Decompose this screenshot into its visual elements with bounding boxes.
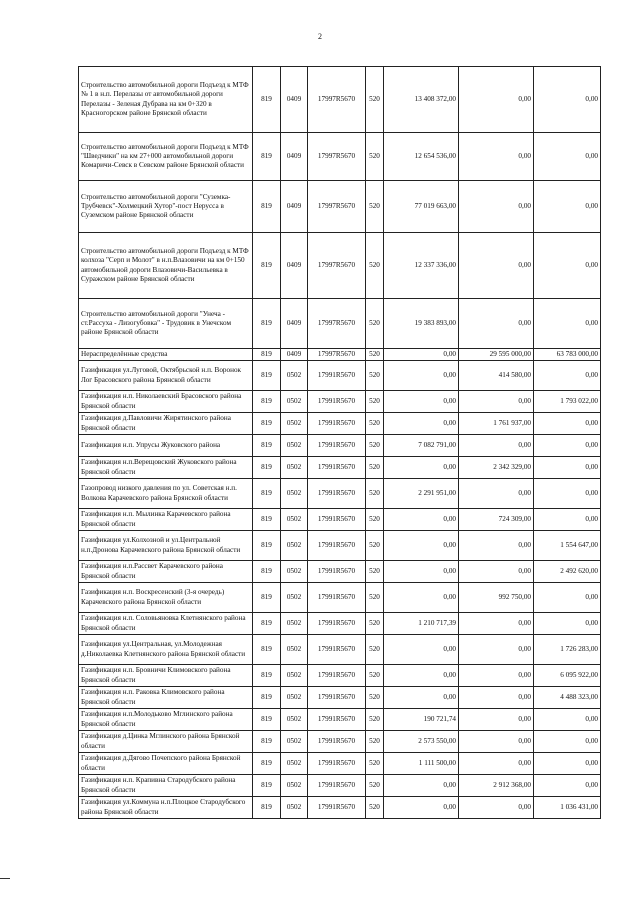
cell-amount-year1: 190 721,74 bbox=[384, 709, 459, 731]
cell-amount-year2: 0,00 bbox=[459, 133, 534, 181]
cell-amount-year1: 77 019 663,00 bbox=[384, 181, 459, 233]
table-body bbox=[79, 67, 601, 819]
cell-amount-year1: 0,00 bbox=[384, 509, 459, 531]
cell-amount-year3: 0,00 bbox=[534, 413, 601, 435]
cell-amount-year2: 0,00 bbox=[459, 435, 534, 457]
cell-name: Газификация д.Цинка Мглинского района Брянской области bbox=[79, 731, 253, 753]
cell-grbs: 819 bbox=[253, 479, 281, 509]
cell-amount-year3: 0,00 bbox=[534, 67, 601, 133]
cell-amount-year3: 0,00 bbox=[534, 583, 601, 613]
cell-kvr: 520 bbox=[366, 797, 384, 819]
cell-amount-year2: 724 309,00 bbox=[459, 509, 534, 531]
cell-amount-year2: 0,00 bbox=[459, 391, 534, 413]
cell-amount-year1: 1 111 500,00 bbox=[384, 753, 459, 775]
cell-amount-year3: 0,00 bbox=[534, 133, 601, 181]
cell-name: Газификация д.Павловичи Жирятинского района Брянской области bbox=[79, 413, 253, 435]
cell-section: 0502 bbox=[281, 613, 308, 635]
cell-kvr: 520 bbox=[366, 435, 384, 457]
cell-amount-year1: 0,00 bbox=[384, 531, 459, 561]
table-row bbox=[79, 665, 601, 687]
cell-amount-year2: 0,00 bbox=[459, 665, 534, 687]
cell-target: 17991R5670 bbox=[308, 775, 366, 797]
cell-amount-year2: 0,00 bbox=[459, 687, 534, 709]
cell-target: 17991R5670 bbox=[308, 435, 366, 457]
cell-amount-year1: 2 291 951,00 bbox=[384, 479, 459, 509]
table-row bbox=[79, 775, 601, 797]
cell-section: 0502 bbox=[281, 391, 308, 413]
cell-name: Газификация н.п. Крапивна Стародубского района Брянской области bbox=[79, 775, 253, 797]
cell-kvr: 520 bbox=[366, 709, 384, 731]
cell-target: 17991R5670 bbox=[308, 797, 366, 819]
cell-name: Строительство автомобильной дороги Подъезд к МТФ № 1 в н.п. Перелазы от автомобильной дороги Перелазы - Зеленая Дубрава на км 0+320 в Красногорском районе Брянской области bbox=[79, 67, 253, 133]
cell-kvr: 520 bbox=[366, 181, 384, 233]
cell-target: 17991R5670 bbox=[308, 613, 366, 635]
cell-name: Строительство автомобильной дороги "Суземка-Трубчевск"-Холмецкий Хутор"-пост Нерусса в Суземском районе Брянской области bbox=[79, 181, 253, 233]
cell-amount-year1: 0,00 bbox=[384, 583, 459, 613]
cell-amount-year3: 63 783 000,00 bbox=[534, 349, 601, 361]
cell-name: Газификация н.п. Соловьяновка Клетнянского района Брянской области bbox=[79, 613, 253, 635]
table-row bbox=[79, 531, 601, 561]
table-row bbox=[79, 361, 601, 391]
cell-kvr: 520 bbox=[366, 233, 384, 299]
cell-section: 0502 bbox=[281, 753, 308, 775]
cell-kvr: 520 bbox=[366, 687, 384, 709]
cell-amount-year2: 0,00 bbox=[459, 613, 534, 635]
cell-kvr: 520 bbox=[366, 583, 384, 613]
cell-grbs: 819 bbox=[253, 665, 281, 687]
cell-grbs: 819 bbox=[253, 561, 281, 583]
cell-amount-year1: 12 654 536,00 bbox=[384, 133, 459, 181]
cell-kvr: 520 bbox=[366, 457, 384, 479]
cell-amount-year1: 0,00 bbox=[384, 687, 459, 709]
cell-section: 0502 bbox=[281, 479, 308, 509]
cell-target: 17991R5670 bbox=[308, 665, 366, 687]
table-row bbox=[79, 797, 601, 819]
cell-amount-year1: 12 337 336,00 bbox=[384, 233, 459, 299]
cell-target: 17991R5670 bbox=[308, 753, 366, 775]
cell-target: 17997R5670 bbox=[308, 67, 366, 133]
cell-grbs: 819 bbox=[253, 797, 281, 819]
cell-amount-year3: 1 793 022,00 bbox=[534, 391, 601, 413]
cell-amount-year1: 0,00 bbox=[384, 665, 459, 687]
cell-grbs: 819 bbox=[253, 709, 281, 731]
cell-name: Газификация д.Дягово Почепского района Брянской области bbox=[79, 753, 253, 775]
cell-grbs: 819 bbox=[253, 181, 281, 233]
cell-amount-year3: 1 554 647,00 bbox=[534, 531, 601, 561]
table-row bbox=[79, 635, 601, 665]
cell-grbs: 819 bbox=[253, 457, 281, 479]
cell-amount-year1: 2 573 550,00 bbox=[384, 731, 459, 753]
cell-section: 0409 bbox=[281, 299, 308, 349]
cell-name: Газификация н.п. Бровничи Климовского района Брянской области bbox=[79, 665, 253, 687]
cell-grbs: 819 bbox=[253, 435, 281, 457]
cell-grbs: 819 bbox=[253, 775, 281, 797]
cell-name: Газификация ул.Луговой, Октябрьской н.п. Воронок Лог Брасовского района Брянской области bbox=[79, 361, 253, 391]
cell-amount-year2: 2 912 368,00 bbox=[459, 775, 534, 797]
cell-name: Строительство автомобильной дороги Подъезд к МТФ "Шведчики" на км 27+000 автомобильной дороги Комаричи-Севск в Севском районе Брянской области bbox=[79, 133, 253, 181]
cell-amount-year1: 0,00 bbox=[384, 361, 459, 391]
cell-amount-year3: 2 492 620,00 bbox=[534, 561, 601, 583]
cell-grbs: 819 bbox=[253, 731, 281, 753]
table-row bbox=[79, 67, 601, 133]
cell-amount-year3: 0,00 bbox=[534, 709, 601, 731]
cell-target: 17991R5670 bbox=[308, 361, 366, 391]
cell-kvr: 520 bbox=[366, 361, 384, 391]
cell-name: Газификация н.п.Верещовский Жуковского района Брянской области bbox=[79, 457, 253, 479]
table-row bbox=[79, 349, 601, 361]
cell-section: 0502 bbox=[281, 775, 308, 797]
cell-amount-year2: 992 750,00 bbox=[459, 583, 534, 613]
cell-section: 0502 bbox=[281, 709, 308, 731]
cell-amount-year3: 0,00 bbox=[534, 435, 601, 457]
cell-amount-year2: 1 761 937,00 bbox=[459, 413, 534, 435]
cell-kvr: 520 bbox=[366, 753, 384, 775]
cell-name: Газификация ул.Центральная, ул.Молодежная д.Николаевка Клетнянского района Брянской области bbox=[79, 635, 253, 665]
cell-amount-year1: 0,00 bbox=[384, 635, 459, 665]
cell-name: Газификация н.п. Раковка Климовского района Брянской области bbox=[79, 687, 253, 709]
cell-kvr: 520 bbox=[366, 349, 384, 361]
cell-amount-year1: 0,00 bbox=[384, 775, 459, 797]
cell-name: Газификация н.п. Мылинка Карачевского района Брянской области bbox=[79, 509, 253, 531]
cell-section: 0409 bbox=[281, 181, 308, 233]
cell-amount-year2: 0,00 bbox=[459, 753, 534, 775]
cell-section: 0502 bbox=[281, 413, 308, 435]
cell-amount-year1: 0,00 bbox=[384, 561, 459, 583]
cell-name: Газификация н.п.Молодьково Мглинского района Брянской области bbox=[79, 709, 253, 731]
cell-kvr: 520 bbox=[366, 775, 384, 797]
cell-amount-year1: 7 082 791,00 bbox=[384, 435, 459, 457]
cell-name: Строительство автомобильной дороги "Унеча - ст.Рассуха - Лизогубовка" - Трудовик в Унечском районе Брянской области bbox=[79, 299, 253, 349]
cell-grbs: 819 bbox=[253, 583, 281, 613]
cell-amount-year2: 0,00 bbox=[459, 479, 534, 509]
cell-target: 17991R5670 bbox=[308, 687, 366, 709]
cell-name: Газификация н.п. Воскресенский (3-я очередь) Карачевского района Брянской области bbox=[79, 583, 253, 613]
cell-grbs: 819 bbox=[253, 233, 281, 299]
cell-section: 0502 bbox=[281, 457, 308, 479]
cell-name: Газификация н.п.Рассвет Карачевского района Брянской области bbox=[79, 561, 253, 583]
table-row bbox=[79, 413, 601, 435]
cell-amount-year2: 0,00 bbox=[459, 299, 534, 349]
cell-amount-year1: 13 408 372,00 bbox=[384, 67, 459, 133]
table-row bbox=[79, 181, 601, 233]
cell-name: Нераспределённые средства bbox=[79, 349, 253, 361]
cell-target: 17991R5670 bbox=[308, 479, 366, 509]
cell-section: 0502 bbox=[281, 561, 308, 583]
cell-amount-year3: 0,00 bbox=[534, 509, 601, 531]
cell-amount-year1: 19 383 893,00 bbox=[384, 299, 459, 349]
table-row bbox=[79, 457, 601, 479]
cell-target: 17991R5670 bbox=[308, 731, 366, 753]
cell-target: 17991R5670 bbox=[308, 583, 366, 613]
cell-section: 0409 bbox=[281, 233, 308, 299]
cell-amount-year2: 0,00 bbox=[459, 531, 534, 561]
cell-grbs: 819 bbox=[253, 687, 281, 709]
cell-amount-year2: 0,00 bbox=[459, 233, 534, 299]
cell-target: 17991R5670 bbox=[308, 457, 366, 479]
cell-amount-year3: 0,00 bbox=[534, 361, 601, 391]
table-row bbox=[79, 561, 601, 583]
cell-grbs: 819 bbox=[253, 133, 281, 181]
cell-amount-year2: 2 342 329,00 bbox=[459, 457, 534, 479]
table-row bbox=[79, 435, 601, 457]
cell-section: 0502 bbox=[281, 665, 308, 687]
cell-grbs: 819 bbox=[253, 635, 281, 665]
cell-name: Газопровод низкого давления по ул. Советская н.п. Волкова Карачевского района Брянской области bbox=[79, 479, 253, 509]
cell-target: 17991R5670 bbox=[308, 531, 366, 561]
cell-amount-year2: 29 595 000,00 bbox=[459, 349, 534, 361]
table-row bbox=[79, 391, 601, 413]
cell-name: Газификация ул.Коммуна н.п.Плоцкое Стародубского района Брянской области bbox=[79, 797, 253, 819]
cell-grbs: 819 bbox=[253, 509, 281, 531]
cell-grbs: 819 bbox=[253, 299, 281, 349]
cell-section: 0502 bbox=[281, 797, 308, 819]
cell-amount-year3: 0,00 bbox=[534, 753, 601, 775]
cell-amount-year2: 414 580,00 bbox=[459, 361, 534, 391]
cell-section: 0502 bbox=[281, 435, 308, 457]
budget-table bbox=[78, 66, 601, 819]
cell-amount-year1: 0,00 bbox=[384, 457, 459, 479]
cell-grbs: 819 bbox=[253, 67, 281, 133]
table-row bbox=[79, 299, 601, 349]
table-row bbox=[79, 753, 601, 775]
cell-grbs: 819 bbox=[253, 391, 281, 413]
cell-amount-year1: 0,00 bbox=[384, 391, 459, 413]
cell-target: 17997R5670 bbox=[308, 133, 366, 181]
cell-kvr: 520 bbox=[366, 731, 384, 753]
cell-kvr: 520 bbox=[366, 665, 384, 687]
table-row bbox=[79, 687, 601, 709]
cell-target: 17997R5670 bbox=[308, 233, 366, 299]
cell-kvr: 520 bbox=[366, 613, 384, 635]
table-row bbox=[79, 233, 601, 299]
cell-amount-year2: 0,00 bbox=[459, 181, 534, 233]
cell-target: 17997R5670 bbox=[308, 349, 366, 361]
cell-kvr: 520 bbox=[366, 133, 384, 181]
cell-name: Газификация ул.Колхозной и ул.Центральной н.п.Дронова Карачевского района Брянской области bbox=[79, 531, 253, 561]
cell-kvr: 520 bbox=[366, 479, 384, 509]
cell-grbs: 819 bbox=[253, 361, 281, 391]
cell-kvr: 520 bbox=[366, 391, 384, 413]
cell-kvr: 520 bbox=[366, 561, 384, 583]
cell-section: 0502 bbox=[281, 583, 308, 613]
cell-grbs: 819 bbox=[253, 531, 281, 561]
cell-target: 17991R5670 bbox=[308, 391, 366, 413]
cell-amount-year3: 0,00 bbox=[534, 479, 601, 509]
cell-amount-year3: 0,00 bbox=[534, 299, 601, 349]
cell-section: 0409 bbox=[281, 349, 308, 361]
cell-amount-year3: 0,00 bbox=[534, 731, 601, 753]
cell-target: 17991R5670 bbox=[308, 561, 366, 583]
cell-amount-year2: 0,00 bbox=[459, 635, 534, 665]
table-row bbox=[79, 583, 601, 613]
cell-amount-year2: 0,00 bbox=[459, 709, 534, 731]
cell-kvr: 520 bbox=[366, 509, 384, 531]
cell-amount-year3: 0,00 bbox=[534, 613, 601, 635]
cell-kvr: 520 bbox=[366, 413, 384, 435]
cell-section: 0502 bbox=[281, 635, 308, 665]
cell-amount-year3: 0,00 bbox=[534, 775, 601, 797]
table-row bbox=[79, 509, 601, 531]
cell-amount-year1: 0,00 bbox=[384, 349, 459, 361]
cell-name: Строительство автомобильной дороги Подъезд к МТФ колхоза "Серп и Молот" в н.п.Влазовичи на км 0+150 автомобильной дороги Влазовичи-Васильевка в Суражском районе Брянской области bbox=[79, 233, 253, 299]
scan-edge-mark bbox=[0, 878, 10, 879]
cell-kvr: 520 bbox=[366, 531, 384, 561]
table-row bbox=[79, 479, 601, 509]
table-row bbox=[79, 133, 601, 181]
cell-target: 17991R5670 bbox=[308, 635, 366, 665]
cell-target: 17991R5670 bbox=[308, 509, 366, 531]
cell-section: 0502 bbox=[281, 531, 308, 561]
cell-section: 0502 bbox=[281, 687, 308, 709]
table-row bbox=[79, 709, 601, 731]
cell-section: 0409 bbox=[281, 133, 308, 181]
cell-amount-year3: 4 488 323,00 bbox=[534, 687, 601, 709]
cell-kvr: 520 bbox=[366, 299, 384, 349]
cell-kvr: 520 bbox=[366, 635, 384, 665]
cell-grbs: 819 bbox=[253, 753, 281, 775]
cell-target: 17991R5670 bbox=[308, 709, 366, 731]
cell-section: 0502 bbox=[281, 361, 308, 391]
cell-amount-year3: 1 036 431,00 bbox=[534, 797, 601, 819]
cell-amount-year3: 1 726 283,00 bbox=[534, 635, 601, 665]
cell-amount-year1: 0,00 bbox=[384, 413, 459, 435]
cell-section: 0409 bbox=[281, 67, 308, 133]
cell-target: 17997R5670 bbox=[308, 181, 366, 233]
cell-amount-year3: 6 095 922,00 bbox=[534, 665, 601, 687]
cell-kvr: 520 bbox=[366, 67, 384, 133]
page-number: 2 bbox=[318, 32, 322, 41]
table-row bbox=[79, 731, 601, 753]
cell-grbs: 819 bbox=[253, 349, 281, 361]
cell-grbs: 819 bbox=[253, 613, 281, 635]
cell-grbs: 819 bbox=[253, 413, 281, 435]
cell-amount-year1: 1 210 717,39 bbox=[384, 613, 459, 635]
cell-amount-year2: 0,00 bbox=[459, 67, 534, 133]
cell-amount-year3: 0,00 bbox=[534, 233, 601, 299]
cell-target: 17997R5670 bbox=[308, 299, 366, 349]
cell-amount-year2: 0,00 bbox=[459, 561, 534, 583]
cell-target: 17991R5670 bbox=[308, 413, 366, 435]
cell-section: 0502 bbox=[281, 731, 308, 753]
cell-amount-year3: 0,00 bbox=[534, 181, 601, 233]
cell-section: 0502 bbox=[281, 509, 308, 531]
cell-name: Газификация н.п. Николаевский Брасовского района Брянской области bbox=[79, 391, 253, 413]
cell-amount-year1: 0,00 bbox=[384, 797, 459, 819]
cell-amount-year3: 0,00 bbox=[534, 457, 601, 479]
cell-amount-year2: 0,00 bbox=[459, 797, 534, 819]
cell-name: Газификация н.п. Упрусы Жуковского района bbox=[79, 435, 253, 457]
cell-amount-year2: 0,00 bbox=[459, 731, 534, 753]
table-row bbox=[79, 613, 601, 635]
